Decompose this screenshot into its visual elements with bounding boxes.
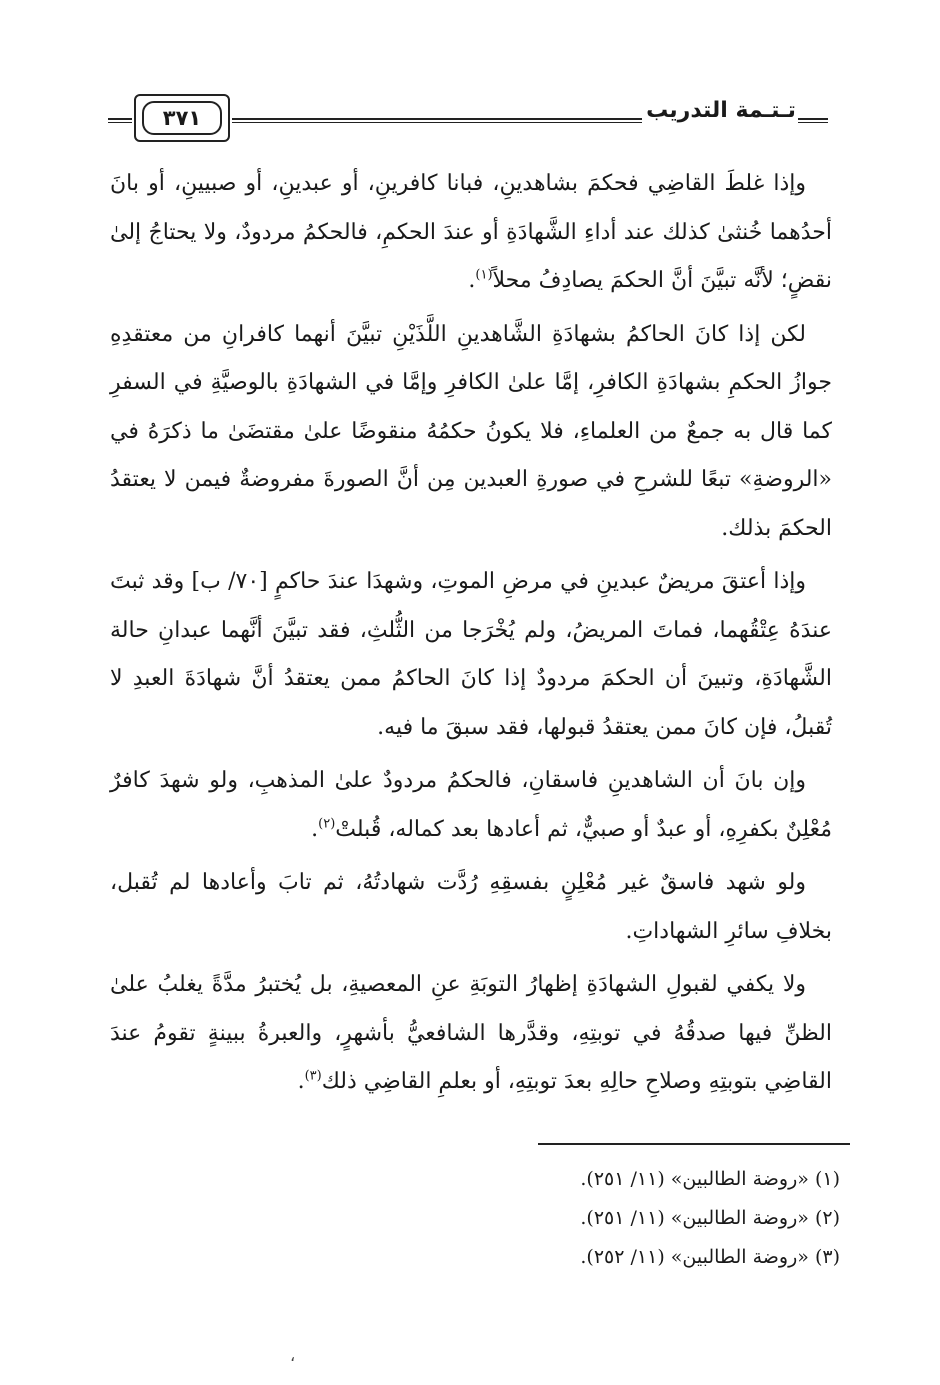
footnotes: [380, 1160, 840, 1277]
main-text: [110, 160, 832, 1112]
header-rule-left: [108, 118, 132, 123]
footnote: (١) «روضة الطالبين» (١١/ ٢٥١).: [580, 1168, 840, 1190]
paragraph: وإذا أعتقَ مريضٌ عبدينِ في مرضِ الموتِ، وشهدَا عندَ حاكمٍ [٧٠/ ب] وقد ثبتَ عندَهُ عِتْقُهما، فماتَ المريضُ، ولم يُخْرَجا من الثُّلثِ، فقد تبيَّنَ أنَّهما عبدانِ حالة الشَّهادَةِ، وتبينَ أن الحكمَ مردودٌ إذا كانَ الحاكمُ ممن يعتقدُ أنَّ شهادَةَ العبدِ لا تُقبلُ، فإن كانَ ممن يعتقدُ قبولها، فقد سبقَ ما فيه.: [110, 569, 832, 740]
page-header: [108, 88, 828, 148]
paragraph: لكن إذا كانَ الحاكمُ بشهادَةِ الشَّاهدينِ اللَّذَيْنِ تبيَّنَ أنهما كافرانِ من معتقدِهِ جوازُ الحكمِ بشهادَةِ الكافرِ، إمَّا علىٰ الكافرِ وإمَّا في الشهادَةِ بالوصيَّةِ في السفرِ كما قال به جمعٌ من العلماءِ، فلا يكونُ حكمُهُ منقوضًا علىٰ مقتضَىٰ ما ذكرَهُ في «الروضةِ» تبعًا للشرحِ في صورةِ العبدين مِن أنَّ الصورةَ مفروضةٌ فيمن لا يعتقدُ الحكمَ بذلك.: [110, 321, 832, 541]
paragraph: وإذا غلطَ القاضِي فحكمَ بشاهدينِ، فبانا كافرينِ، أو عبدينِ، أو صبيينِ، أو بانَ أحدُهما خُنثىٰ كذلك عند أداءِ الشَّهادَةِ أو عندَ الحكمِ، فالحكمُ مردودٌ، ولا يحتاجُ إلىٰ نقضٍ؛ لأنَّه تبيَّنَ أنَّ الحكمَ يصادِفُ محلاً$^{(١)}$.: [110, 171, 832, 293]
header-rule-middle: [232, 118, 642, 123]
footnote-separator: [538, 1143, 850, 1145]
paragraph: ولو شهد فاسقٌ غير مُعْلِنٍ بفسقِهِ رُدَّت شهادتُهُ، ثم تابَ وأعادها لم تُقبل، بخلافِ سائرِ الشهاداتِ.: [110, 870, 832, 944]
footnote-reference: (٣): [304, 1068, 322, 1084]
page-number-frame: [134, 94, 230, 142]
footnote: (٢) «روضة الطالبين» (١١/ ٢٥١).: [580, 1207, 840, 1229]
paragraph: ولا يكفي لقبولِ الشهادَةِ إظهارُ التوبَةِ عنِ المعصيةِ، بل يُختبرُ مدَّةً يغلبُ علىٰ الظنِّ فيها صدقُهُ في توبتِهِ، وقدَّرها الشافعيُّ بأشهرٍ، والعبرةُ ببينةٍ تقومُ عندَ القاضِي بتوبتِهِ وصلاحِ حالِهِ بعدَ توبتِهِ، أو بعلمِ القاضِي ذلك$^{(٣)}$.: [110, 972, 832, 1094]
paragraph: وإن بانَ أن الشاهدينِ فاسقانِ، فالحكمُ مردودٌ علىٰ المذهبِ، ولو شهدَ كافرٌ مُعْلِنٌ بكفرِهِ، أو عبدٌ أو صبيٌّ، ثم أعادها بعد كماله، قُبلتْ$^{(٢)}$.: [110, 768, 832, 842]
page-number: ٣٧١: [142, 101, 222, 135]
footnote-reference: (١): [475, 267, 493, 283]
running-title: تـتـمة التدريب: [646, 98, 796, 123]
stray-mark: ،: [290, 1346, 296, 1365]
header-rule-right: [798, 118, 828, 123]
footnote: (٣) «روضة الطالبين» (١١/ ٢٥٢).: [580, 1246, 840, 1268]
footnote-reference: (٢): [318, 816, 336, 832]
